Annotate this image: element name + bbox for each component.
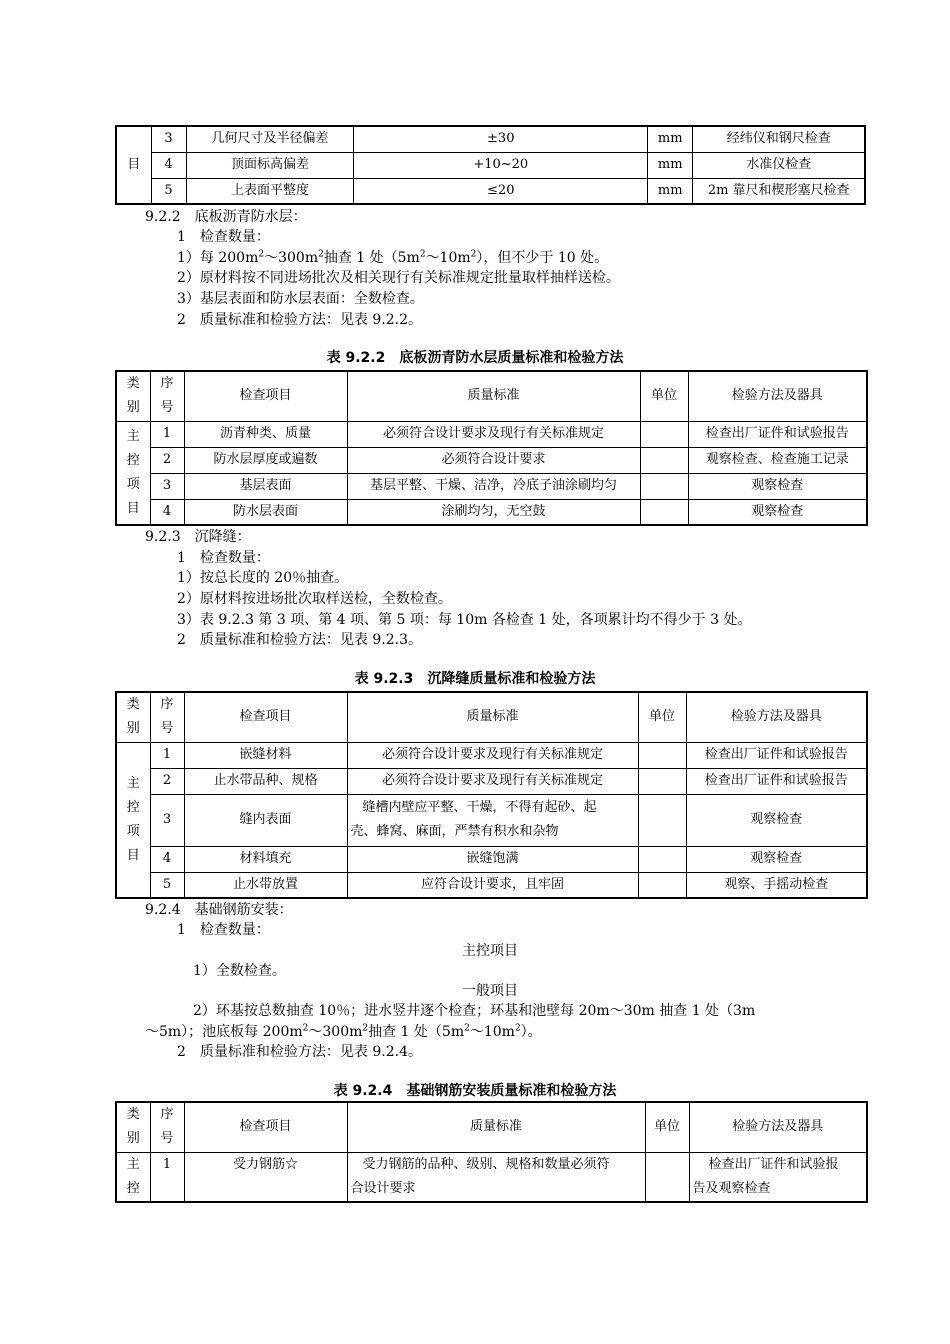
table-caption: 表 9.2.2 底板沥青防水层质量标准和检验方法	[326, 350, 624, 366]
table-row	[116, 178, 865, 204]
header-method: 检验方法及器具	[688, 371, 867, 421]
table-header-row	[116, 371, 867, 421]
header-number: 序 号	[150, 371, 184, 421]
table-row	[116, 1152, 867, 1202]
header-category: 类 别	[116, 692, 150, 742]
paragraph: 2 质量标准和检验方法：见表 9.2.4。	[177, 1044, 422, 1060]
quality-standard: 必须符合设计要求及现行有关标准规定	[347, 768, 638, 794]
check-method: 检查出厂证件和试验报告	[686, 768, 867, 794]
category-cell: 目	[116, 126, 151, 204]
table-9-2-4	[115, 1101, 868, 1203]
check-item: 上表面平整度	[186, 178, 354, 204]
quality-standard: 必须符合设计要求及现行有关标准规定	[347, 742, 638, 768]
unit	[638, 742, 686, 768]
check-method: 经纬仪和钢尺检查	[693, 126, 865, 152]
section-heading: 9.2.3 沉降缝：	[145, 529, 251, 545]
paragraph: 3）基层表面和防水层表面：全数检查。	[177, 291, 424, 307]
check-item: 止水带放置	[184, 872, 347, 898]
quality-standard: 必须符合设计要求	[347, 447, 640, 473]
header-method: 检验方法及器具	[689, 1102, 867, 1152]
header-number: 序 号	[150, 692, 184, 742]
header-number: 序 号	[150, 1102, 184, 1152]
check-method: 观察检查、检查施工记录	[688, 447, 867, 473]
table-row	[116, 794, 867, 846]
unit	[640, 473, 688, 499]
table-9-2-2	[115, 370, 868, 526]
table-header-row	[116, 692, 867, 742]
paragraph: 1）按总长度的 20％抽查。	[177, 570, 349, 586]
subheading: 主控项目	[462, 943, 518, 959]
unit	[638, 768, 686, 794]
row-number: 5	[150, 872, 184, 898]
table-row	[116, 447, 867, 473]
check-method: 观察检查	[686, 846, 867, 872]
unit: mm	[648, 178, 693, 204]
paragraph: 3）表 9.2.3 第 3 项、第 4 项、第 5 项：每 10m 各检查 1 处，各项累计均不得少于 3 处。	[177, 612, 752, 628]
check-method: 观察检查	[688, 473, 867, 499]
quality-standard: 基层平整、干燥、洁净，冷底子油涂刷均匀	[347, 473, 640, 499]
check-item: 沥青种类、质量	[184, 421, 347, 447]
table-caption: 表 9.2.4 基础钢筋安装质量标准和检验方法	[333, 1083, 617, 1099]
row-number: 1	[150, 1152, 184, 1202]
row-number: 1	[150, 421, 184, 447]
table-row	[116, 499, 867, 525]
paragraph: 1 检查数量：	[177, 550, 270, 566]
paragraph: 1 检查数量：	[177, 229, 270, 245]
table-caption: 表 9.2.3 沉降缝质量标准和检验方法	[354, 671, 596, 687]
check-item: 嵌缝材料	[184, 742, 347, 768]
quality-standard: ≤20	[354, 178, 648, 204]
check-method: 观察检查	[688, 499, 867, 525]
header-standard: 质量标准	[347, 1102, 645, 1152]
check-method: 检查出厂证件和试验报告	[688, 421, 867, 447]
check-item: 几何尺寸及半径偏差	[186, 126, 354, 152]
row-number: 4	[150, 846, 184, 872]
quality-standard: 缝槽内壁应平整、干燥，不得有起砂、起 壳、蜂窝、麻面，严禁有积水和杂物	[347, 794, 638, 846]
quality-standard: 受力钢筋的品种、级别、规格和数量必须符 合设计要求	[347, 1152, 645, 1202]
quality-standard: 嵌缝饱满	[347, 846, 638, 872]
header-unit: 单位	[640, 371, 688, 421]
unit	[645, 1152, 689, 1202]
check-item: 材料填充	[184, 846, 347, 872]
paragraph: 1）每 $200m^2\sim 300m^2$抽查 1 处$(5m^2\sim 10m^2)$，但不少于 10 处。	[177, 249, 609, 266]
unit	[638, 872, 686, 898]
check-item: 基层表面	[184, 473, 347, 499]
header-category: 类 别	[116, 371, 150, 421]
row-number: 3	[151, 126, 186, 152]
subheading: 一般项目	[462, 983, 518, 999]
check-method: 水准仪检查	[693, 152, 865, 178]
unit	[640, 499, 688, 525]
paragraph: ～5m）；池底板每 $200m^2\sim 300m^2$抽查 1 处$(5m^2\sim 10m^2)$。	[145, 1023, 542, 1040]
paragraph: 1）全数检查。	[193, 963, 286, 979]
table-row	[116, 473, 867, 499]
header-standard: 质量标准	[347, 371, 640, 421]
check-method: 观察、手摇动检查	[686, 872, 867, 898]
row-number: 3	[150, 794, 184, 846]
category-cell: 主 控	[116, 1152, 150, 1202]
row-number: 2	[150, 447, 184, 473]
paragraph: 2 质量标准和检验方法：见表 9.2.2。	[177, 312, 422, 328]
quality-standard: ±30	[354, 126, 648, 152]
check-item: 防水层厚度或遍数	[184, 447, 347, 473]
table-row	[116, 872, 867, 898]
check-item: 缝内表面	[184, 794, 347, 846]
header-standard: 质量标准	[347, 692, 638, 742]
paragraph: 2）原材料按不同进场批次及相关现行有关标准规定批量取样抽样送检。	[177, 270, 620, 286]
row-number: 4	[150, 499, 184, 525]
header-method: 检验方法及器具	[686, 692, 867, 742]
table-9-2-3	[115, 691, 868, 899]
table-row	[116, 126, 865, 152]
header-unit: 单位	[638, 692, 686, 742]
table-row	[116, 152, 865, 178]
category-cell: 主 控 项 目	[116, 421, 150, 525]
row-number: 1	[150, 742, 184, 768]
table-row	[116, 846, 867, 872]
section-heading: 9.2.2 底板沥青防水层：	[145, 209, 307, 225]
unit	[640, 447, 688, 473]
unit	[640, 421, 688, 447]
header-item: 检查项目	[184, 371, 347, 421]
check-item: 受力钢筋☆	[184, 1152, 347, 1202]
header-item: 检查项目	[184, 1102, 347, 1152]
quality-standard: +10~20	[354, 152, 648, 178]
quality-standard: 应符合设计要求，且牢固	[347, 872, 638, 898]
paragraph: 1 检查数量：	[177, 922, 270, 938]
paragraph: 2 质量标准和检验方法：见表 9.2.3。	[177, 632, 422, 648]
paragraph: 2）环基按总数抽查 10％；进水竖井逐个检查；环基和池壁每 20m～30m 抽查 1 处（3m	[193, 1003, 756, 1019]
unit: mm	[648, 152, 693, 178]
row-number: 4	[151, 152, 186, 178]
unit	[638, 846, 686, 872]
quality-standard: 涂刷均匀，无空鼓	[347, 499, 640, 525]
unit: mm	[648, 126, 693, 152]
check-method: 检查出厂证件和试验报 告及观察检查	[689, 1152, 867, 1202]
check-method: 2m 靠尺和楔形塞尺检查	[693, 178, 865, 204]
row-number: 2	[150, 768, 184, 794]
paragraph: 2）原材料按进场批次取样送检，全数检查。	[177, 591, 452, 607]
table-header-row	[116, 1102, 867, 1152]
check-method: 观察检查	[686, 794, 867, 846]
header-category: 类 别	[116, 1102, 150, 1152]
check-method: 检查出厂证件和试验报告	[686, 742, 867, 768]
header-unit: 单位	[645, 1102, 689, 1152]
header-item: 检查项目	[184, 692, 347, 742]
section-heading: 9.2.4 基础钢筋安装：	[145, 902, 293, 918]
row-number: 3	[150, 473, 184, 499]
table-row	[116, 768, 867, 794]
table-row	[116, 742, 867, 768]
unit	[638, 794, 686, 846]
check-item: 顶面标高偏差	[186, 152, 354, 178]
check-item: 防水层表面	[184, 499, 347, 525]
quality-standard: 必须符合设计要求及现行有关标准规定	[347, 421, 640, 447]
check-item: 止水带品种、规格	[184, 768, 347, 794]
category-cell: 主 控 项 目	[116, 742, 150, 898]
table-row	[116, 421, 867, 447]
row-number: 5	[151, 178, 186, 204]
table-continuation	[115, 125, 866, 205]
